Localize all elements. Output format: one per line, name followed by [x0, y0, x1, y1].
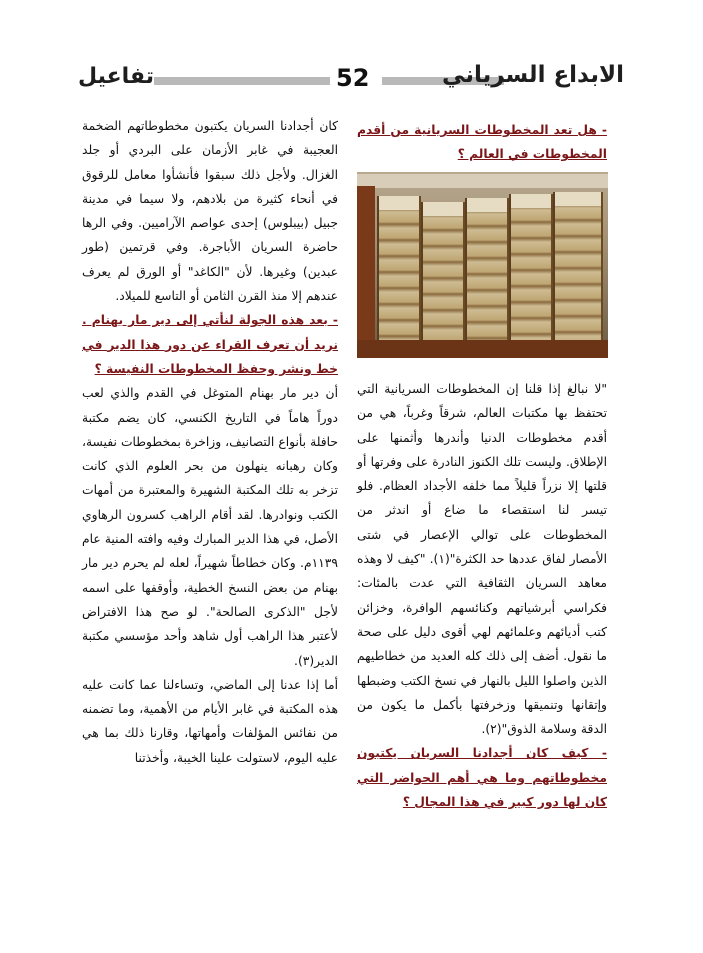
manuscript-volume [465, 198, 509, 346]
page-number: 52 [336, 64, 370, 92]
body-paragraph: أما إذا عدنا إلى الماضي، وتساءلنا عما كانت عليه هذه المكتبة في غابر الأيام من الأهمية، وما تضمنه من نفائس المؤلفات وأمهاتها، وقارنا ذلك بما هي عليه اليوم، لاستولت علينا الخيبة، وأخذتنا [82, 677, 338, 765]
header-rule-left [154, 77, 330, 85]
manuscript-books-photo [357, 172, 608, 358]
photo-shelf-frame [357, 186, 375, 358]
body-paragraph: أن دير مار بهنام المتوغل في القدم والذي لعب دوراً هاماً في التاريخ الكنسي، كان يضم مكتبة حافلة بأنواع التصانيف، وزاخرة بمخطوطات نفيسة، وكان رهبانه ينهلون من بحر العلوم الذي كانت تزخر به تلك المكتبة الشهيرة والمعتبرة من أمهات الكتب ونوادرها. لقد أقام الراهب كسرون الرهاوي الأصل، في هذا الدير المبارك وفيه وافته المنية عام ١١٣٩م. وكان خطاطاً شهيراً، لعله لم يحرم دير مار بهنام من بعض النسخ الخطية، وأوقفها على اسمه لأجل "الذكرى الصالحة". لو صح هذا الافتراض لأعتبر هذا الراهب أول شاهد وأحد مؤسسي مكتبة الدير(٣). [82, 386, 338, 668]
question-heading-3: - بعد هذه الجولة لنأتي إلى دير مار بهنام . نريد أن تعرف القراء عن دور هذا الدير في خط ونشر وحفظ المخطوطات النفيسة ؟ [82, 313, 338, 376]
question-heading-1: - هل تعد المخطوطات السريانية من أقدم المخطوطات في العالم ؟ [357, 123, 607, 162]
magazine-title: الابداع السرياني [442, 62, 624, 88]
right-column [357, 377, 607, 814]
manuscript-volume [377, 196, 421, 344]
photo-shelf-base [357, 340, 608, 358]
question-heading-2: - كيف كان أجدادنا السريان يكتبون مخطوطاتهم وما هي أهم الحواضر التي كان لها دور كبير في هذا المجال ؟ [357, 746, 607, 810]
page-header [78, 60, 624, 100]
photo-shelf [357, 174, 608, 188]
left-column [82, 114, 338, 770]
manuscript-volume [421, 202, 465, 350]
body-paragraph: كان أجدادنا السريان يكتبون مخطوطاتهم الضخمة العجيبة في غابر الأزمان على البردي أو جلد الغزال. ولأجل ذلك سبقوا فأنشأوا معامل للرقوق في أنحاء كثيرة من بلادهم، ولا سيما في مدينة جبيل (بيبلوس) إحدى عواصم الآراميين. وفي الرها حاضرة السريان الأباجرة. وفي قرتمين (طور عبدين) وغيرها. لأن "الكاغد" أو الورق لم يعرف عندهم إلا منذ القرن الثامن أو التاسع للميلاد. [82, 119, 338, 304]
manuscript-volume [553, 192, 603, 340]
manuscript-volume [509, 194, 553, 342]
body-paragraph: "لا نبالغ إذا قلنا إن المخطوطات السريانية التي تحتفظ بها مكتبات العالم، شرقاً وغرباً، هي من أقدم مخطوطات الدنيا وأندرها وأثمنها على الإطلاق. وليست تلك الكنوز النادرة على وفرتها أو قلتها إلا نزراً قليلاً مما خلفه الأجداد العظام. فلو تيسر لنا استقصاء ما ضاع أو اندثر من المخطوطات على توالي الإعصار في شتى الأمصار لفاق عددها حد الكثرة"(١). "كيف لا وهذه معاهد السريان الثقافية التي عدت بالمئات: فكراسي أبرشياتهم وكنائسهم الوافرة، وخزائن كتب أديائهم وعلمائهم لهي أقوى دليل على صحة ما نقول. أضف إلى ذلك كله العديد من خطاطيهم الذين واصلوا الليل بالنهار في نسخ الكتب وضبطها وإتقانها وتنميقها وزخرفتها بأكمل ما يكون من الدقة وسلامة الذوق"(٢). [357, 382, 607, 737]
section-title: تفاعيل [78, 64, 155, 89]
